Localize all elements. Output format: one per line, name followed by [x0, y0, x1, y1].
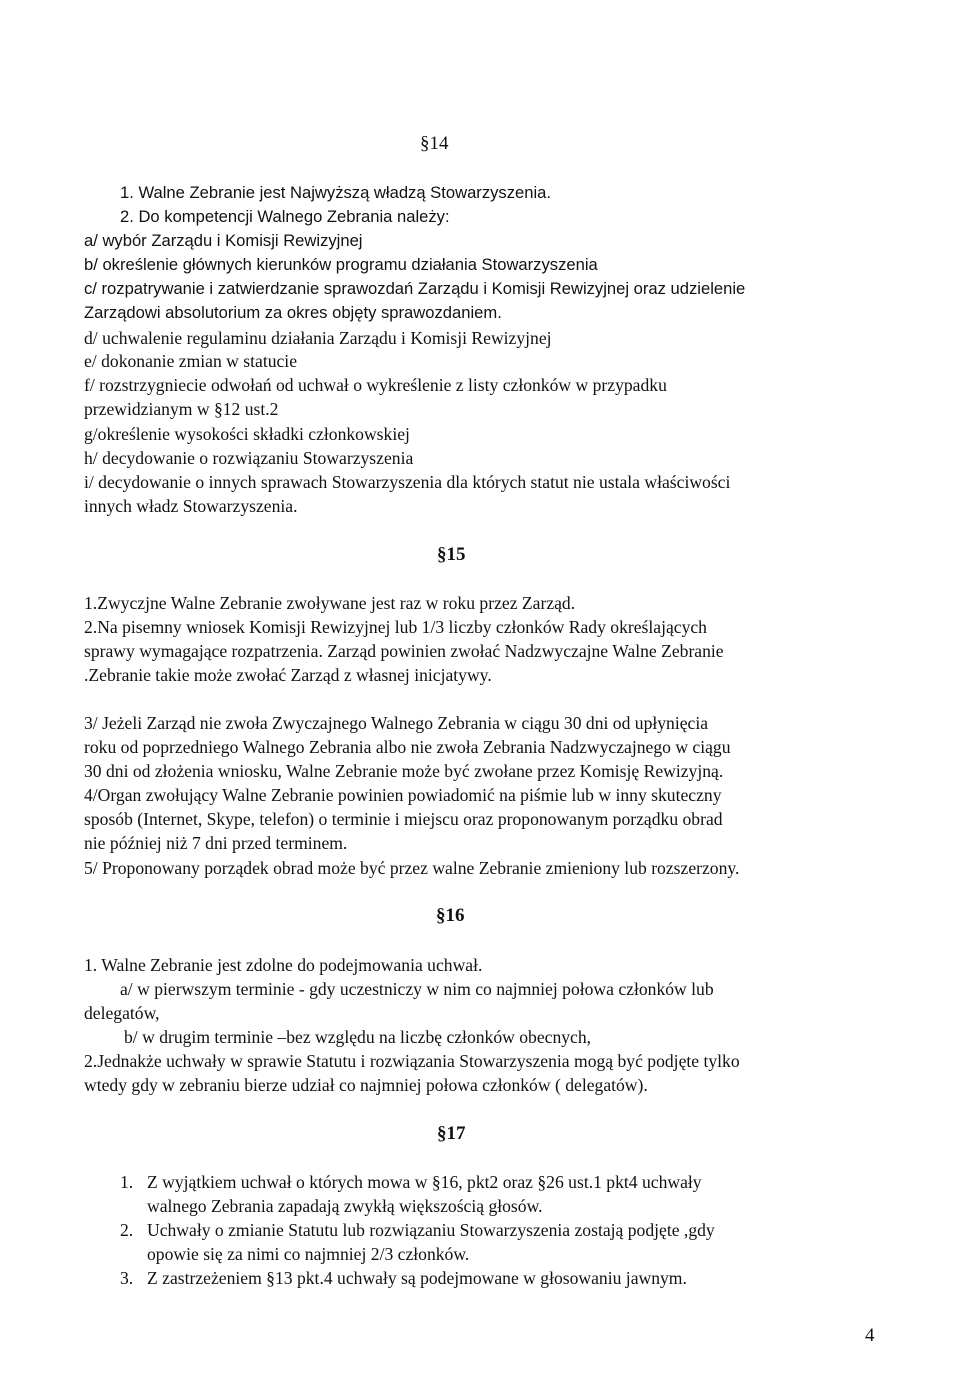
s15-line-2c: .Zebranie takie może zwołać Zarząd z własnej inicjatywy.	[84, 665, 492, 685]
page-number: 4	[865, 1325, 875, 1346]
s17-item-3-line1: Z zastrzeżeniem §13 pkt.4 uchwały są podejmowane w głosowaniu jawnym.	[147, 1268, 687, 1288]
s17-item-1-line2: walnego Zebrania zapadają zwykłą większością głosów.	[147, 1196, 543, 1216]
s15-line-5: 5/ Proponowany porządek obrad może być przez walne Zebranie zmieniony lub rozszerzony.	[84, 858, 740, 878]
section-15-heading: §15	[437, 544, 466, 565]
s14-point-e: e/ dokonanie zmian w statucie	[84, 351, 298, 371]
section-16-heading: §16	[436, 905, 465, 926]
s14-item-2: 2. Do kompetencji Walnego Zebrania należy:	[120, 207, 450, 226]
s16-line-2b: wtedy gdy w zebraniu bierze udział co najmniej połowa członków ( delegatów).	[84, 1075, 648, 1095]
s15-line-3a: 3/ Jeżeli Zarząd nie zwoła Zwyczajnego Walnego Zebrania w ciągu 30 dni od upłynięcia	[84, 713, 709, 733]
s14-point-f-line2: przewidzianym w §12 ust.2	[84, 399, 279, 419]
s15-line-4a: 4/Organ zwołujący Walne Zebranie powinien powiadomić na piśmie lub w inny skuteczny	[84, 785, 722, 805]
s14-item-1: 1. Walne Zebranie jest Najwyższą władzą Stowarzyszenia.	[120, 183, 551, 202]
s17-item-3-number: 3.	[120, 1268, 134, 1288]
s16-line-2a: 2.Jednakże uchwały w sprawie Statutu i rozwiązania Stowarzyszenia mogą być podjęte tylko	[84, 1051, 740, 1071]
s16-point-a-line1: a/ w pierwszym terminie - gdy uczestniczy w nim co najmniej połowa członków lub	[120, 979, 714, 999]
s16-point-b: b/ w drugim terminie –bez względu na liczbę członków obecnych,	[124, 1027, 592, 1047]
s14-point-f-line1: f/ rozstrzygniecie odwołań od uchwał o wykreślenie z listy członków w przypadku	[84, 375, 667, 395]
s14-point-g: g/określenie wysokości składki członkowskiej	[84, 424, 410, 444]
s17-item-2-line1: Uchwały o zmianie Statutu lub rozwiązaniu Stowarzyszenia zostają podjęte ,gdy	[147, 1220, 715, 1240]
s14-point-h: h/ decydowanie o rozwiązaniu Stowarzyszenia	[84, 448, 414, 468]
section-17-heading: §17	[437, 1123, 466, 1144]
s15-line-1: 1.Zwyczjne Walne Zebranie zwoływane jest raz w roku przez Zarząd.	[84, 593, 576, 613]
s16-point-a-line2: delegatów,	[84, 1003, 160, 1023]
s17-item-2-number: 2.	[120, 1220, 134, 1240]
s17-item-1-number: 1.	[120, 1172, 134, 1192]
s15-line-4b: sposób (Internet, Skype, telefon) o terminie i miejscu oraz proponowanym porządku obrad	[84, 809, 723, 829]
section-14-heading: §14	[420, 133, 449, 154]
s15-line-4c: nie później niż 7 dni przed terminem.	[84, 833, 348, 853]
s14-point-i-line1: i/ decydowanie o innych sprawach Stowarzyszenia dla których statut nie ustala właściwości	[84, 472, 731, 492]
s14-point-a: a/ wybór Zarządu i Komisji Rewizyjnej	[84, 231, 363, 250]
s15-line-3c: 30 dni od złożenia wniosku, Walne Zebranie może być zwołane przez Komisję Rewizyjną.	[84, 761, 724, 781]
s14-point-i-line2: innych władz Stowarzyszenia.	[84, 496, 298, 516]
s15-line-2b: sprawy wymagające rozpatrzenia. Zarząd powinien zwołać Nadzwyczajne Walne Zebranie	[84, 641, 724, 661]
s14-point-c-line1: c/ rozpatrywanie i zatwierdzanie sprawozdań Zarządu i Komisji Rewizyjnej oraz udzielenie	[84, 279, 746, 298]
s15-line-3b: roku od poprzedniego Walnego Zebrania albo nie zwoła Zebrania Nadzwyczajnego w ciągu	[84, 737, 731, 757]
s14-point-c-line2: Zarządowi absolutorium za okres objęty sprawozdaniem.	[84, 303, 502, 322]
s16-line-1: 1. Walne Zebranie jest zdolne do podejmowania uchwał.	[84, 955, 483, 975]
s17-item-2-line2: opowie się za nimi co najmniej 2/3 członków.	[147, 1244, 470, 1264]
s14-point-d: d/ uchwalenie regulaminu działania Zarządu i Komisji Rewizyjnej	[84, 328, 552, 348]
s15-line-2a: 2.Na pisemny wniosek Komisji Rewizyjnej lub 1/3 liczby członków Rady określających	[84, 617, 707, 637]
s17-item-1-line1: Z wyjątkiem uchwał o których mowa w §16, pkt2 oraz §26 ust.1 pkt4 uchwały	[147, 1172, 702, 1192]
s14-point-b: b/ określenie głównych kierunków programu działania Stowarzyszenia	[84, 255, 598, 274]
